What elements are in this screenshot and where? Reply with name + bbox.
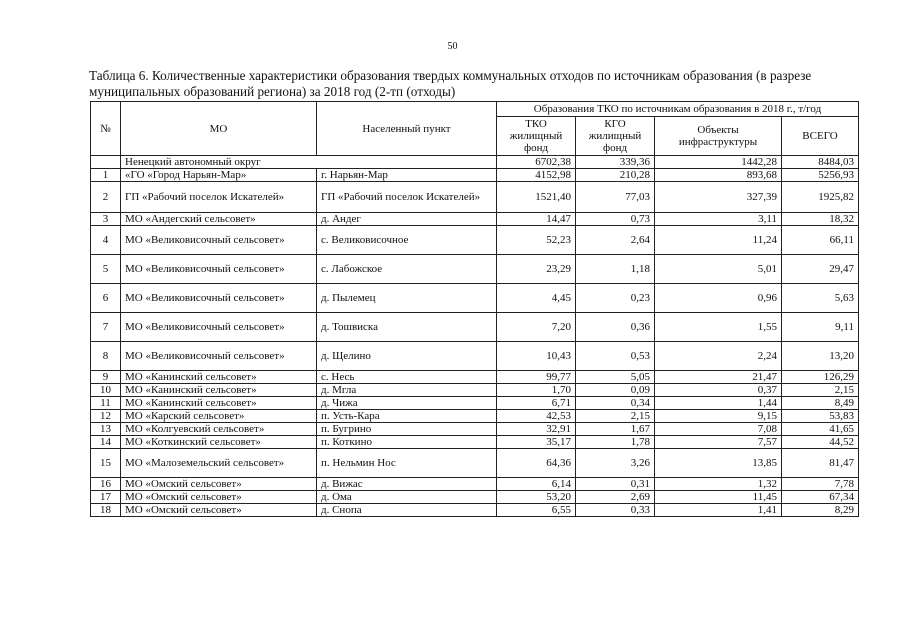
row-kgo: 1,18	[576, 255, 655, 284]
row-municipality: МО «Великовисочный сельсовет»	[121, 342, 317, 371]
header-settlement: Населенный пункт	[317, 102, 497, 156]
row-tko: 4152,98	[497, 169, 576, 182]
row-kgo: 0,33	[576, 504, 655, 517]
row-kgo: 3,26	[576, 449, 655, 478]
row-settlement: д. Ома	[317, 491, 497, 504]
row-settlement: п. Усть-Кара	[317, 410, 497, 423]
row-number: 18	[91, 504, 121, 517]
row-tko: 1521,40	[497, 182, 576, 213]
row-infra: 7,08	[655, 423, 782, 436]
table-row	[91, 491, 859, 504]
row-settlement: д. Мгла	[317, 384, 497, 397]
row-tko: 64,36	[497, 449, 576, 478]
row-total: 67,34	[782, 491, 859, 504]
row-municipality: МО «Омский сельсовет»	[121, 504, 317, 517]
row-municipality: МО «Андегский сельсовет»	[121, 213, 317, 226]
row-infra: 327,39	[655, 182, 782, 213]
table-row	[91, 284, 859, 313]
header-infra: Объекты инфраструктуры	[655, 117, 782, 156]
row-number: 13	[91, 423, 121, 436]
row-settlement: д. Андег	[317, 213, 497, 226]
row-number: 5	[91, 255, 121, 284]
row-infra: 11,45	[655, 491, 782, 504]
row-settlement: д. Чижа	[317, 397, 497, 410]
row-number: 8	[91, 342, 121, 371]
total-kgo: 339,36	[576, 156, 655, 169]
row-municipality: МО «Великовисочный сельсовет»	[121, 313, 317, 342]
row-number: 7	[91, 313, 121, 342]
row-settlement: д. Пылемец	[317, 284, 497, 313]
row-total: 53,83	[782, 410, 859, 423]
total-num-cell	[91, 156, 121, 169]
row-municipality: МО «Великовисочный сельсовет»	[121, 255, 317, 284]
row-infra: 9,15	[655, 410, 782, 423]
row-municipality: МО «Колгуевский сельсовет»	[121, 423, 317, 436]
table-row	[91, 436, 859, 449]
row-infra: 7,57	[655, 436, 782, 449]
row-settlement: д. Снопа	[317, 504, 497, 517]
row-number: 4	[91, 226, 121, 255]
row-infra: 893,68	[655, 169, 782, 182]
row-tko: 4,45	[497, 284, 576, 313]
header-row-1	[91, 102, 859, 117]
header-tko: ТКО жилищный фонд	[497, 117, 576, 156]
row-total: 44,52	[782, 436, 859, 449]
row-settlement: ГП «Рабочий поселок Искателей»	[317, 182, 497, 213]
page-number: 50	[447, 41, 458, 52]
row-tko: 53,20	[497, 491, 576, 504]
row-tko: 6,14	[497, 478, 576, 491]
row-tko: 6,55	[497, 504, 576, 517]
row-infra: 5,01	[655, 255, 782, 284]
row-total: 66,11	[782, 226, 859, 255]
row-kgo: 0,31	[576, 478, 655, 491]
row-kgo: 1,67	[576, 423, 655, 436]
row-total: 29,47	[782, 255, 859, 284]
table-row	[91, 423, 859, 436]
row-infra: 13,85	[655, 449, 782, 478]
row-number: 6	[91, 284, 121, 313]
row-municipality: МО «Карский сельсовет»	[121, 410, 317, 423]
table-row	[91, 449, 859, 478]
row-kgo: 1,78	[576, 436, 655, 449]
row-kgo: 0,09	[576, 384, 655, 397]
row-municipality: МО «Великовисочный сельсовет»	[121, 226, 317, 255]
row-total: 41,65	[782, 423, 859, 436]
row-infra: 2,24	[655, 342, 782, 371]
row-kgo: 2,15	[576, 410, 655, 423]
row-tko: 10,43	[497, 342, 576, 371]
row-total: 13,20	[782, 342, 859, 371]
row-settlement: с. Несь	[317, 371, 497, 384]
row-infra: 0,96	[655, 284, 782, 313]
row-number: 1	[91, 169, 121, 182]
row-kgo: 77,03	[576, 182, 655, 213]
table-row	[91, 397, 859, 410]
table-row	[91, 342, 859, 371]
row-municipality: МО «Коткинский сельсовет»	[121, 436, 317, 449]
row-kgo: 5,05	[576, 371, 655, 384]
row-number: 14	[91, 436, 121, 449]
row-municipality: МО «Омский сельсовет»	[121, 491, 317, 504]
row-kgo: 0,53	[576, 342, 655, 371]
row-infra: 1,41	[655, 504, 782, 517]
row-settlement: д. Вижас	[317, 478, 497, 491]
row-total: 5,63	[782, 284, 859, 313]
row-total: 81,47	[782, 449, 859, 478]
row-total: 7,78	[782, 478, 859, 491]
row-municipality: ГП «Рабочий поселок Искателей»	[121, 182, 317, 213]
row-total: 8,29	[782, 504, 859, 517]
row-infra: 1,44	[655, 397, 782, 410]
total-row	[91, 156, 859, 169]
row-kgo: 2,64	[576, 226, 655, 255]
table-row	[91, 213, 859, 226]
row-tko: 32,91	[497, 423, 576, 436]
row-number: 17	[91, 491, 121, 504]
row-municipality: МО «Канинский сельсовет»	[121, 397, 317, 410]
row-settlement: с. Лабожское	[317, 255, 497, 284]
table-row	[91, 169, 859, 182]
table-row	[91, 313, 859, 342]
row-municipality: МО «Великовисочный сельсовет»	[121, 284, 317, 313]
row-total: 1925,82	[782, 182, 859, 213]
row-infra: 3,11	[655, 213, 782, 226]
row-municipality: «ГО «Город Нарьян-Мар»	[121, 169, 317, 182]
total-all: 8484,03	[782, 156, 859, 169]
row-tko: 1,70	[497, 384, 576, 397]
row-number: 9	[91, 371, 121, 384]
table-row	[91, 504, 859, 517]
total-infra: 1442,28	[655, 156, 782, 169]
header-num: №	[91, 102, 121, 156]
row-settlement: г. Нарьян-Мар	[317, 169, 497, 182]
row-total: 18,32	[782, 213, 859, 226]
row-infra: 1,32	[655, 478, 782, 491]
row-number: 3	[91, 213, 121, 226]
row-municipality: МО «Канинский сельсовет»	[121, 384, 317, 397]
header-kgo: КГО жилищный фонд	[576, 117, 655, 156]
row-settlement: п. Нельмин Нос	[317, 449, 497, 478]
table-row	[91, 478, 859, 491]
row-tko: 14,47	[497, 213, 576, 226]
header-group: Образования ТКО по источникам образования в 2018 г., т/год	[497, 102, 859, 117]
row-settlement: п. Коткино	[317, 436, 497, 449]
total-region: Ненецкий автономный округ	[121, 156, 497, 169]
row-tko: 7,20	[497, 313, 576, 342]
waste-table	[90, 101, 859, 517]
row-kgo: 0,36	[576, 313, 655, 342]
row-number: 15	[91, 449, 121, 478]
row-settlement: д. Щелино	[317, 342, 497, 371]
row-number: 2	[91, 182, 121, 213]
row-tko: 42,53	[497, 410, 576, 423]
row-kgo: 210,28	[576, 169, 655, 182]
row-infra: 1,55	[655, 313, 782, 342]
row-settlement: п. Бугрино	[317, 423, 497, 436]
row-total: 9,11	[782, 313, 859, 342]
row-infra: 11,24	[655, 226, 782, 255]
row-municipality: МО «Малоземельский сельсовет»	[121, 449, 317, 478]
header-mo: МО	[121, 102, 317, 156]
row-kgo: 0,73	[576, 213, 655, 226]
row-number: 16	[91, 478, 121, 491]
row-number: 10	[91, 384, 121, 397]
row-kgo: 0,34	[576, 397, 655, 410]
row-municipality: МО «Канинский сельсовет»	[121, 371, 317, 384]
row-total: 126,29	[782, 371, 859, 384]
row-tko: 23,29	[497, 255, 576, 284]
table-caption: Таблица 6. Количественные характеристики образования твердых коммунальных отходов по источникам образования (в разрезе муниципальных образований региона) за 2018 год (2-тп (отходы)	[89, 68, 812, 99]
row-kgo: 2,69	[576, 491, 655, 504]
table-row	[91, 384, 859, 397]
row-kgo: 0,23	[576, 284, 655, 313]
table-row	[91, 410, 859, 423]
row-tko: 35,17	[497, 436, 576, 449]
row-settlement: с. Великовисочное	[317, 226, 497, 255]
row-infra: 21,47	[655, 371, 782, 384]
header-total: ВСЕГО	[782, 117, 859, 156]
row-tko: 99,77	[497, 371, 576, 384]
total-tko: 6702,38	[497, 156, 576, 169]
table-row	[91, 255, 859, 284]
row-tko: 52,23	[497, 226, 576, 255]
row-municipality: МО «Омский сельсовет»	[121, 478, 317, 491]
table-body	[91, 102, 859, 517]
row-number: 12	[91, 410, 121, 423]
row-number: 11	[91, 397, 121, 410]
table-row	[91, 226, 859, 255]
row-total: 2,15	[782, 384, 859, 397]
row-settlement: д. Тошвиска	[317, 313, 497, 342]
row-infra: 0,37	[655, 384, 782, 397]
row-total: 8,49	[782, 397, 859, 410]
table-row	[91, 371, 859, 384]
table-row	[91, 182, 859, 213]
row-tko: 6,71	[497, 397, 576, 410]
row-total: 5256,93	[782, 169, 859, 182]
